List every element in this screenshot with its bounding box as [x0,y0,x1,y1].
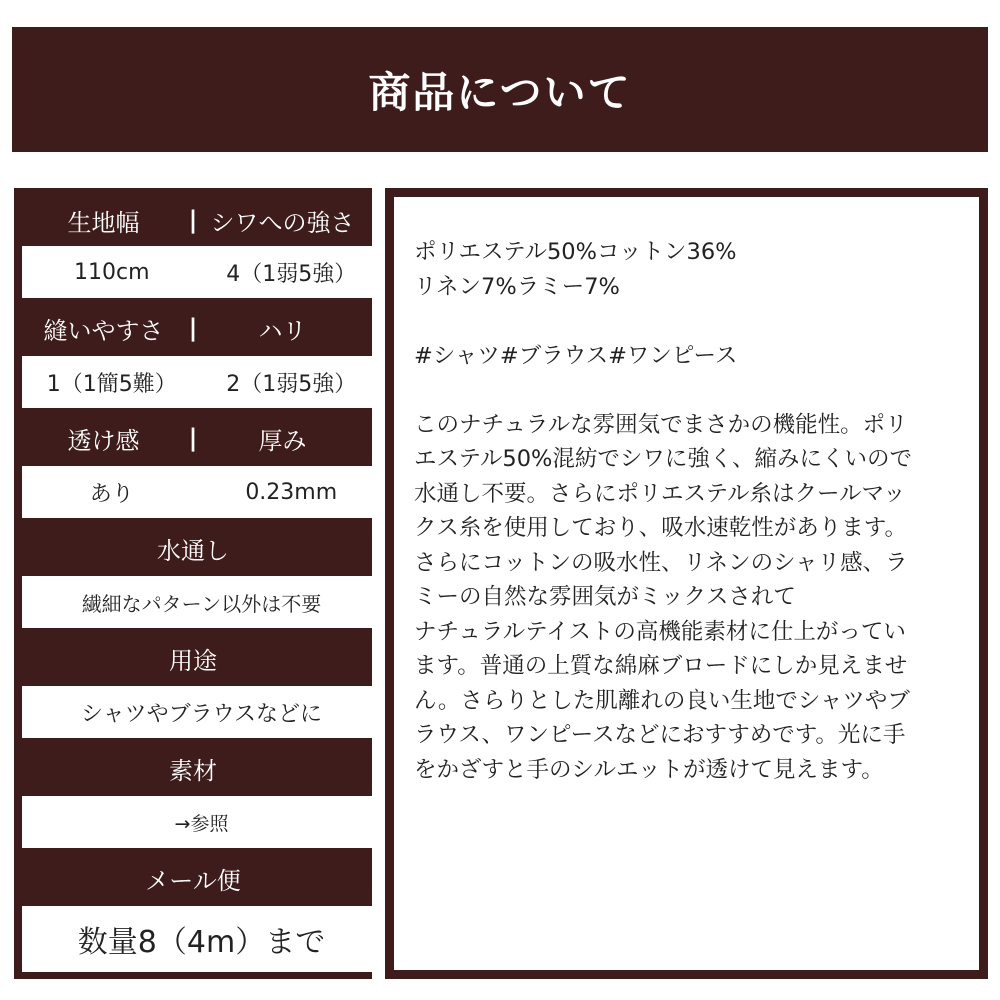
description-line: ん。さらりとした肌離れの良い生地でシャツやブ [414,687,910,714]
mail-label: メール便 [145,866,241,895]
spec-values-sewing-stiffness [22,356,381,408]
thickness-value: 0.23mm [245,479,338,505]
fabric-width-label: 生地幅 [67,208,140,237]
spec-value-prewash [22,576,381,628]
prewash-value: 繊細なパターン以外は不要 [81,591,322,616]
wrinkle-resistance-value: 4（1弱5強） [226,261,357,287]
thickness-label: 厚み [258,426,307,455]
description-line: さらにコットンの吸水性、リネンのシャリ感、ラ [414,549,908,576]
sewing-ease-label: 縫いやすさ [43,316,164,345]
composition-line: ポリエステル50%コットン36% [414,239,737,265]
tag-line: #シャツ#ブラウス#ワンピース [414,342,738,369]
description-line: ラウス、ワンピースなどにおすすめです。光に手 [414,722,906,748]
description-line: クス糸を使用しており、吸水速乾性があります。 [414,515,907,541]
description-line: ナチュラルテイストの高機能素材に仕上がってい [414,618,906,645]
description-panel [385,188,988,979]
spec-value-usage [22,686,381,738]
header-banner [12,27,988,152]
material-label: 素材 [169,756,217,785]
description-line: 水通し不要。さらにポリエステル糸はクールマッ [414,480,906,507]
description-line: エステル50%混紡でシワに強く、縮みにくいので [414,446,912,472]
spec-header-usage [14,632,372,684]
description-line: このナチュラルな雰囲気でまさかの機能性。ポリ [414,411,908,438]
spec-header-width-wrinkle: 生地幅 | シワへの強さ [14,194,372,246]
fabric-width-value: 110cm [73,259,150,285]
spec-header-material [14,742,372,794]
spec-header-mail [14,852,372,904]
spec-values-sheer-thickness [22,466,381,518]
usage-value: シャツやブラウスなどに [81,701,322,727]
spec-header-sheer-thickness: 透け感 | 厚み [14,412,372,464]
material-value: →参照 [174,812,229,835]
page-title: 商品について [368,67,632,117]
sheerness-value: あり [89,481,134,507]
spec-value-mail [22,906,381,972]
spec-value-material [22,796,381,848]
description-line: ミーの自然な雰囲気がミックスされて [414,584,796,610]
sheerness-label: 透け感 [67,426,140,455]
spec-panel [14,188,372,979]
composition-line: リネン7%ラミー7% [414,273,620,300]
stiffness-label: ハリ [258,316,307,345]
description-line: ます。普通の上質な綿麻ブロードにしか見えませ [414,653,908,679]
prewash-label: 水通し [157,536,229,565]
spec-header-prewash [14,522,372,574]
description-line: をかざすと手のシルエットが透けて見えます。 [414,756,884,783]
spec-values-width-wrinkle [22,246,381,298]
description-box [394,197,979,970]
usage-label: 用途 [169,646,217,675]
mail-value: 数量8（4m）まで [77,925,326,960]
wrinkle-resistance-label: シワへの強さ [210,208,355,237]
stiffness-value: 2（1弱5強） [226,371,357,397]
sewing-ease-value: 1（1簡5難） [46,371,177,397]
spec-header-sewing-stiffness: 縫いやすさ | ハリ [14,302,372,354]
